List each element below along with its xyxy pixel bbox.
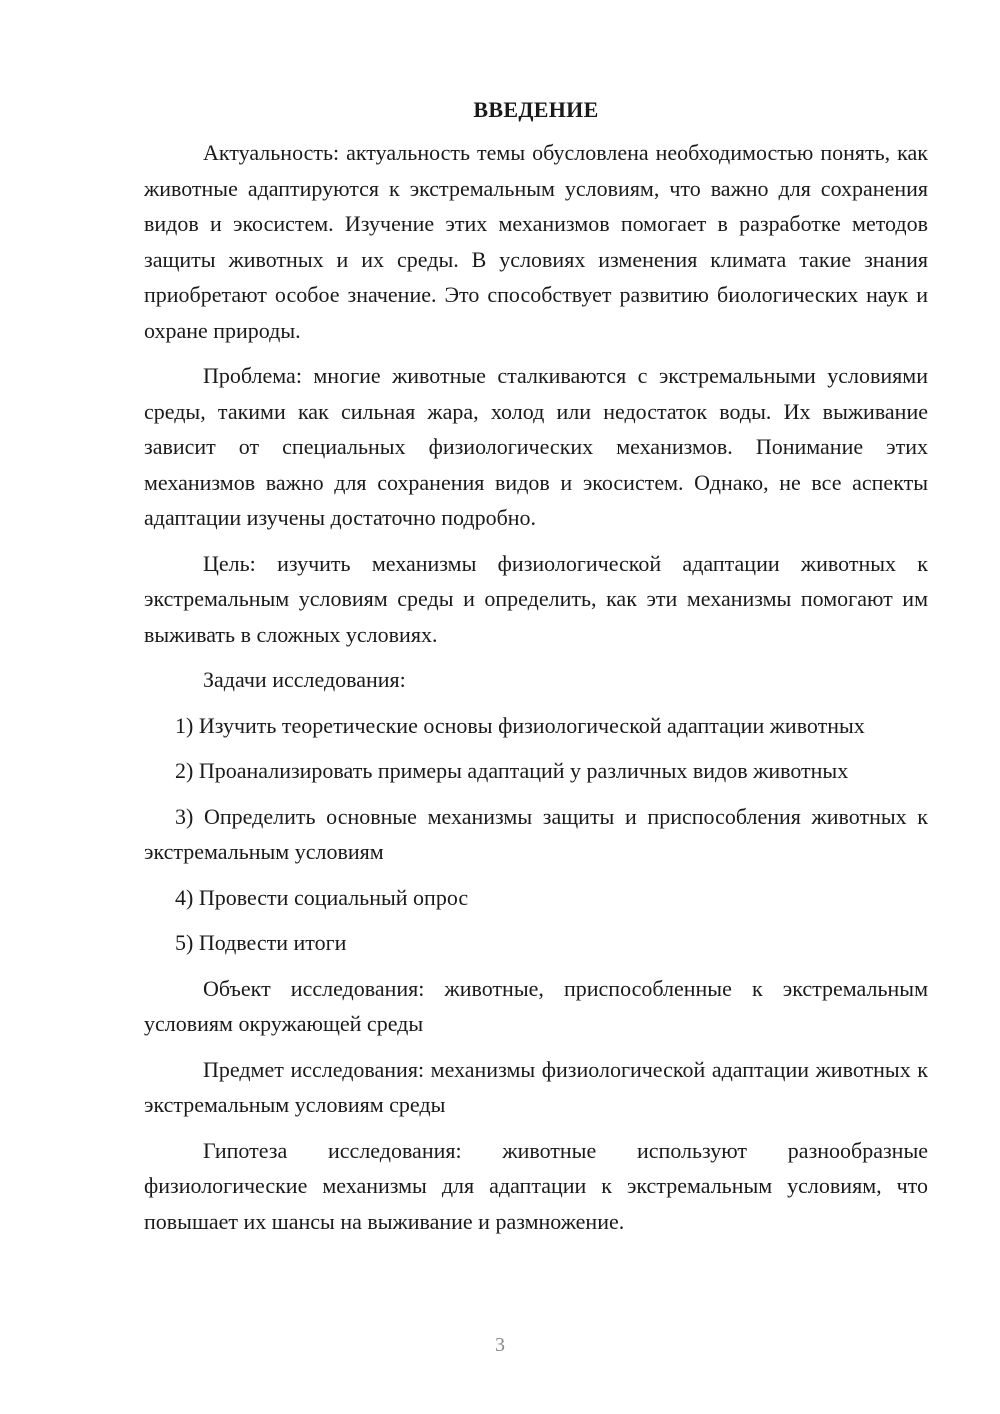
page-number: 3	[495, 1334, 505, 1356]
subject-paragraph: Предмет исследования: механизмы физиологической адаптации животных к экстремальным условиям среды	[144, 1056, 928, 1117]
tasks-list	[144, 708, 928, 961]
object-paragraph: Объект исследования: животные, приспособленные к экстремальным условиям окружающей среды	[144, 975, 928, 1036]
page-content	[144, 93, 928, 1249]
goal-paragraph: Цель: изучить механизмы физиологической адаптации животных к экстремальным условиям среды и определить, как эти механизмы помогают им выживать в сложных условиях.	[144, 550, 928, 647]
task-item-4: 4) Провести социальный опрос	[175, 884, 469, 910]
task-item-1: 1) Изучить теоретические основы физиологической адаптации животных	[175, 712, 865, 738]
task-item-3: 3) Определить основные механизмы защиты и приспособления животных к экстремальным условиям	[144, 803, 928, 864]
page-title: ВВЕДЕНИЕ	[473, 97, 599, 122]
relevance-paragraph: Актуальность: актуальность темы обусловлена необходимостью понять, как животные адаптируются к экстремальным условиям, что важно для сохранения видов и экосистем. Изучение этих механизмов помогает в разработке методов защиты животных и их среды. В условиях изменения климата такие знания приобретают особое значение. Это способствует развитию биологических наук и охране природы.	[144, 140, 928, 343]
tasks-heading: Задачи исследования:	[203, 667, 406, 692]
task-item-2: 2) Проанализировать примеры адаптаций у различных видов животных	[175, 758, 849, 783]
task-item-5: 5) Подвести итоги	[175, 930, 347, 955]
hypothesis-paragraph: Гипотеза исследования: животные используют разнообразные физиологические механизмы для адаптации к экстремальным условиям, что повышает их шансы на выживание и размножение.	[144, 1137, 928, 1234]
problem-paragraph: Проблема: многие животные сталкиваются с экстремальными условиями среды, такими как сильная жара, холод или недостаток воды. Их выживание зависит от специальных физиологических механизмов. Понимание этих механизмов важно для сохранения видов и экосистем. Однако, не все аспекты адаптации изучены достаточно подробно.	[144, 363, 928, 530]
